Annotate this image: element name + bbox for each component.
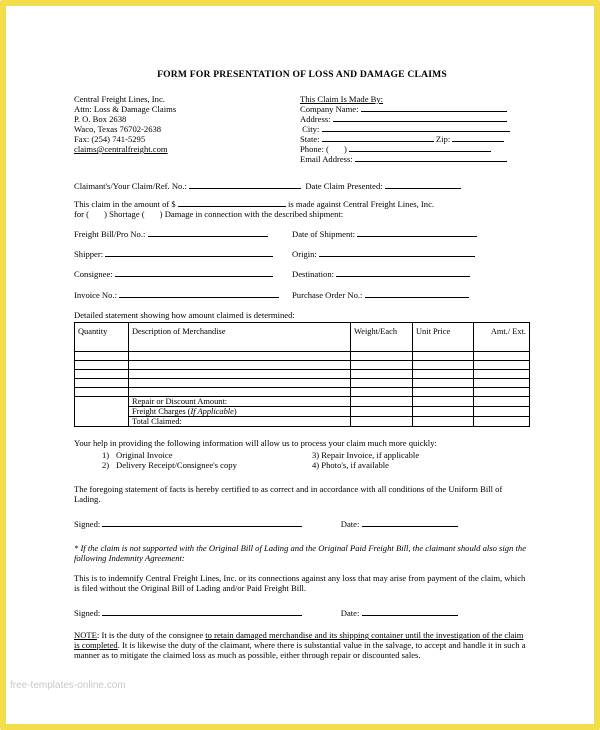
freight-charges-row[interactable] — [75, 407, 530, 417]
freight-bill-row[interactable] — [74, 229, 530, 239]
field-label: Claimant's/Your Claim/Ref. No.: — [74, 181, 187, 191]
field-label: Freight Bill/Pro No.: — [74, 229, 146, 239]
address-line: Central Freight Lines, Inc. — [74, 94, 165, 104]
col-description: Description of Merchandise — [129, 323, 351, 352]
email-link[interactable]: claims@centralfreight.com — [74, 144, 168, 154]
claim-made-by — [300, 94, 530, 164]
amount-row[interactable] — [74, 199, 530, 209]
doc-label: Original Invoice — [116, 450, 173, 460]
indemnity-note: * If the claim is not supported with the Original Bill of Lading and the Original Paid Freight Bill, the claimant should also sign the following Indemnity Agreement: — [74, 543, 527, 563]
detailed-statement-label: Detailed statement showing how amount claimed is determined: — [74, 310, 295, 320]
table-header-row — [75, 323, 530, 352]
claimant-ref-row[interactable] — [74, 181, 530, 191]
address-line: Attn: Loss & Damage Claims — [74, 104, 177, 114]
doc-label: Delivery Receipt/Consignee's copy — [116, 460, 237, 470]
signature-row-2[interactable] — [74, 608, 530, 618]
field-label: Email Address: — [300, 154, 353, 164]
company-address — [74, 94, 176, 164]
email-field[interactable] — [300, 154, 530, 164]
col-unit-price: Unit Price — [413, 323, 474, 352]
label-part: Freight Charges ( — [132, 407, 191, 416]
field-label: Date of Shipment: — [292, 229, 356, 239]
note-text — [74, 630, 530, 660]
note-part: to retain damaged merchandise and its shipping container until the investigation of the claim is completed — [74, 630, 524, 650]
certification-text: The foregoing statement of facts is hereby certified to as correct and in accordance with all conditions of the Uniform Bill of Lading. — [74, 484, 503, 504]
shortage-damage-row[interactable]: for ( ) Shortage ( ) Damage in connection with the described shipment: — [74, 209, 344, 219]
doc-item: 4) Photo's, if available — [312, 460, 389, 470]
form-title: FORM FOR PRESENTATION OF LOSS AND DAMAGE CLAIMS — [157, 69, 447, 80]
field-label: Signed: — [74, 608, 101, 618]
field-label: This claim in the amount of $ — [74, 199, 176, 209]
doc-item — [102, 460, 312, 470]
repair-label: Repair or Discount Amount: — [129, 397, 351, 407]
help-text: Your help in providing the following information will allow us to process your claim much more quickly: — [74, 438, 437, 448]
col-weight: Weight/Each — [351, 323, 413, 352]
watermark: free-templates-online.com — [10, 680, 126, 691]
table-row[interactable] — [75, 388, 530, 397]
invoice-row[interactable] — [74, 290, 530, 300]
field-label: Origin: — [292, 249, 317, 259]
doc-item — [102, 450, 312, 460]
field-label: Destination: — [292, 269, 335, 279]
address-line: Waco, Texas 76702-2638 — [74, 124, 162, 134]
state-zip-field[interactable] — [300, 134, 530, 144]
field-label: Phone: — [300, 144, 324, 154]
repair-discount-row[interactable] — [75, 397, 530, 407]
shipper-row[interactable] — [74, 249, 530, 259]
field-label: State: — [300, 134, 320, 144]
field-label: Date Claim Presented: — [305, 181, 383, 191]
paren: ( — [326, 144, 329, 154]
field-label: City: — [302, 124, 320, 134]
doc-item: 3) Repair Invoice, if applicable — [312, 450, 420, 460]
label-part: ) — [233, 407, 237, 416]
address-field[interactable] — [300, 114, 530, 124]
freight-charges-label — [129, 407, 351, 417]
header-block — [74, 94, 530, 164]
note-part: . It is likewise the duty of the claimant, where there is substantial value in the salvage, to accept and handle it in such a manner as to mitigate the claimed loss as much as possible, either through repair or discounted sales. — [74, 640, 526, 660]
total-claimed-row[interactable] — [75, 417, 530, 427]
field-label: Consignee: — [74, 269, 113, 279]
address-line: P. O. Box 2638 — [74, 114, 127, 124]
table-row[interactable] — [75, 352, 530, 361]
fax-line: Fax: (254) 741-5295 — [74, 134, 146, 144]
city-field[interactable] — [300, 124, 530, 134]
field-label: Company Name: — [300, 104, 359, 114]
note-part: : It is the duty of the consignee — [96, 630, 206, 640]
field-label: Purchase Order No.: — [292, 290, 363, 300]
total-label: Total Claimed: — [129, 417, 351, 427]
field-label: Address: — [300, 114, 331, 124]
field-label: Date: — [340, 608, 360, 618]
phone-field[interactable] — [300, 144, 530, 154]
claim-form — [74, 70, 530, 660]
field-label: Signed: — [74, 519, 101, 529]
label-part: If Applicable — [190, 407, 234, 416]
field-label: Invoice No.: — [74, 290, 117, 300]
consignee-row[interactable] — [74, 269, 530, 279]
paren: ) — [343, 144, 347, 154]
company-name-field[interactable] — [300, 104, 530, 114]
field-label: Zip: — [435, 134, 451, 144]
signature-row-1[interactable] — [74, 519, 530, 529]
col-quantity: Quantity — [75, 323, 129, 352]
merchandise-table — [74, 322, 530, 427]
doc-number: 1) — [102, 450, 110, 460]
indemnify-text: This is to indemnify Central Freight Lines, Inc. or its connections against any loss that may arise from payment of the claim, which is filed without the Original Bill of Lading and/or Paid Freight Bill. — [74, 573, 526, 593]
table-row[interactable] — [75, 370, 530, 379]
col-amount: Amt./ Ext. — [474, 323, 530, 352]
field-label: Date: — [340, 519, 360, 529]
claim-by-heading: This Claim Is Made By: — [300, 94, 384, 104]
table-row[interactable] — [75, 379, 530, 388]
table-row[interactable] — [75, 361, 530, 370]
note-label: NOTE — [74, 630, 97, 640]
field-label: is made against Central Freight Lines, Inc. — [288, 199, 435, 209]
field-label: Shipper: — [74, 249, 104, 259]
document-list — [102, 450, 530, 470]
doc-number: 2) — [102, 460, 110, 470]
